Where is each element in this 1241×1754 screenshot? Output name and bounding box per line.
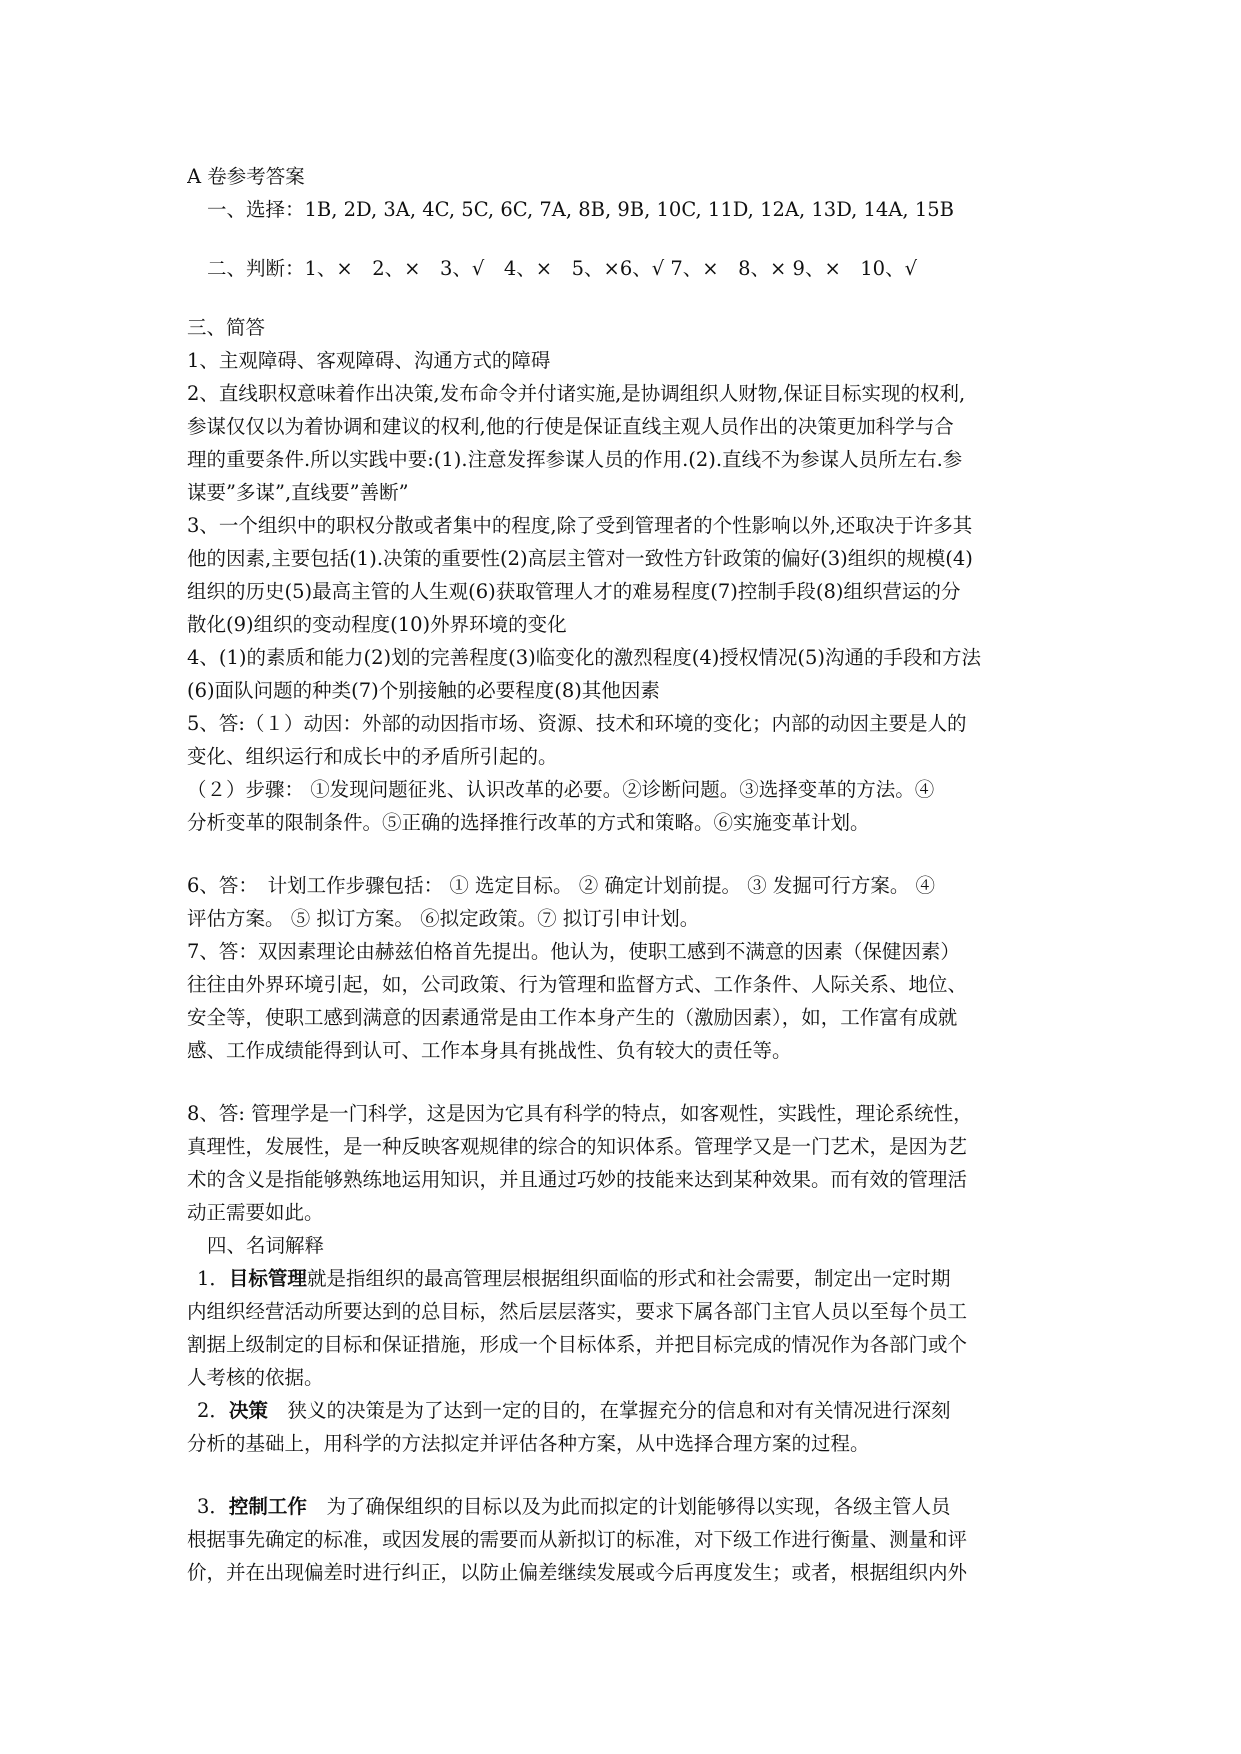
- short-answer-line: 组织的历史(5)最高主管的人生观(6)获取管理人才的难易程度(7)控制手段(8)组织营运的分: [187, 580, 961, 603]
- short-answer-line: 动正需要如此。: [187, 1201, 324, 1224]
- short-answer-line: 参谋仅仅以为着协调和建议的权利,他的行使是保证直线主观人员作出的决策更加科学与合: [187, 415, 954, 438]
- term-text: 为了确保组织的目标以及为此而拟定的计划能够得以实现，各级主管人员: [306, 1495, 951, 1518]
- short-answer-line: 6、答： 计划工作步骤包括： ① 选定目标。 ② 确定计划前提。 ③ 发掘可行方案。 ④: [187, 874, 936, 897]
- short-answer-line: 理的重要条件.所以实践中要:(1).注意发挥参谋人员的作用.(2).直线不为参谋人员所左右.参: [187, 448, 963, 471]
- short-answer-line: 往往由外界环境引起，如，公司政策、行为管理和监督方式、工作条件、人际关系、地位、: [187, 973, 968, 996]
- short-answer-line: 1、主观障碍、客观障碍、沟通方式的障碍: [187, 349, 551, 372]
- term-number: 3．: [197, 1495, 229, 1518]
- term-title: 目标管理: [228, 1267, 307, 1290]
- choice-answers: 一、选择：1B, 2D, 3A, 4C, 5C, 6C, 7A, 8B, 9B, 10C, 11D, 12A, 13D, 14A, 15B: [207, 198, 954, 221]
- short-answer-line: 5、答:（１）动因：外部的动因指市场、资源、技术和环境的变化；内部的动因主要是人的: [187, 712, 967, 735]
- term-line: 内组织经营活动所要达到的总目标，然后层层落实，要求下属各部门主官人员以至每个员工: [187, 1300, 968, 1323]
- short-answer-line: 7、答：双因素理论由赫兹伯格首先提出。他认为，使职工感到不满意的因素（保健因素）: [187, 940, 960, 963]
- judge-answers: 二、判断：1、× 2、× 3、√ 4、× 5、×6、√ 7、× 8、× 9、× 10、√: [207, 257, 918, 280]
- term-1-first-line: [187, 1262, 1067, 1295]
- short-answer-line: (6)面队问题的种类(7)个别接触的必要程度(8)其他因素: [187, 679, 660, 702]
- term-text: 就是指组织的最高管理层根据组织面临的形式和社会需要，制定出一定时期: [306, 1267, 951, 1290]
- short-answer-line: 4、(1)的素质和能力(2)划的完善程度(3)临变化的激烈程度(4)授权情况(5)沟通的手段和方法: [187, 646, 982, 669]
- term-text: 狭义的决策是为了达到一定的目的，在掌握充分的信息和对有关情况进行深刻: [267, 1399, 951, 1422]
- term-title: 决策: [228, 1399, 268, 1422]
- short-answer-line: 散化(9)组织的变动程度(10)外界环境的变化: [187, 613, 567, 636]
- term-line: 割据上级制定的目标和保证措施，形成一个目标体系，并把目标完成的情况作为各部门或个: [187, 1333, 968, 1356]
- term-line: 分析的基础上，用科学的方法拟定并评估各种方案，从中选择合理方案的过程。: [187, 1432, 870, 1455]
- short-answer-line: 感、工作成绩能得到认可、工作本身具有挑战性、负有较大的责任等。: [187, 1039, 792, 1062]
- term-line: 价，并在出现偏差时进行纠正，以防止偏差继续发展或今后再度发生；或者，根据组织内外: [187, 1561, 968, 1584]
- short-answer-heading: 三、简答: [187, 316, 266, 339]
- term-3-first-line: [187, 1490, 1067, 1523]
- short-answer-line: 3、一个组织中的职权分散或者集中的程度,除了受到管理者的个性影响以外,还取决于许多其: [187, 514, 973, 537]
- short-answer-line: 8、答: 管理学是一门科学，这是因为它具有科学的特点，如客观性，实践性，理论系统性，: [187, 1102, 973, 1125]
- short-answer-line: 谋要”多谋”,直线要”善断”: [187, 481, 409, 504]
- term-2-first-line: [187, 1394, 1067, 1427]
- document-title: A 卷参考答案: [187, 165, 305, 188]
- short-answer-line: （２）步骤： ①发现问题征兆、认识改革的必要。②诊断问题。③选择变革的方法。④: [187, 778, 935, 801]
- term-number: 2．: [197, 1399, 229, 1422]
- short-answer-line: 评估方案。 ⑤ 拟订方案。 ⑥拟定政策。⑦ 拟订引申计划。: [187, 907, 700, 930]
- short-answer-line: 安全等，使职工感到满意的因素通常是由工作本身产生的（激励因素），如，工作富有成就: [187, 1006, 958, 1029]
- term-line: 人考核的依据。: [187, 1366, 324, 1389]
- terms-section: [187, 1262, 1067, 1589]
- term-number: 1．: [197, 1267, 229, 1290]
- short-answer-line: 他的因素,主要包括(1).决策的重要性(2)高层主管对一致性方针政策的偏好(3)组织的规模(4): [187, 547, 973, 570]
- term-line: 根据事先确定的标准，或因发展的需要而从新拟订的标准，对下级工作进行衡量、测量和评: [187, 1528, 968, 1551]
- term-title: 控制工作: [228, 1495, 307, 1518]
- short-answer-line: 术的含义是指能够熟练地运用知识，并且通过巧妙的技能来达到某种效果。而有效的管理活: [187, 1168, 968, 1191]
- short-answer-section: [187, 344, 1067, 1229]
- answer-document: [187, 160, 1067, 1589]
- short-answer-line: 变化、组织运行和成长中的矛盾所引起的。: [187, 745, 558, 768]
- short-answer-line: 真理性，发展性，是一种反映客观规律的综合的知识体系。管理学又是一门艺术，是因为艺: [187, 1135, 968, 1158]
- terms-heading: 四、名词解释: [207, 1234, 325, 1257]
- short-answer-line: 分析变革的限制条件。⑤正确的选择推行改革的方式和策略。⑥实施变革计划。: [187, 811, 870, 834]
- short-answer-line: 2、直线职权意味着作出决策,发布命令并付诸实施,是协调组织人财物,保证目标实现的权利,: [187, 382, 966, 405]
